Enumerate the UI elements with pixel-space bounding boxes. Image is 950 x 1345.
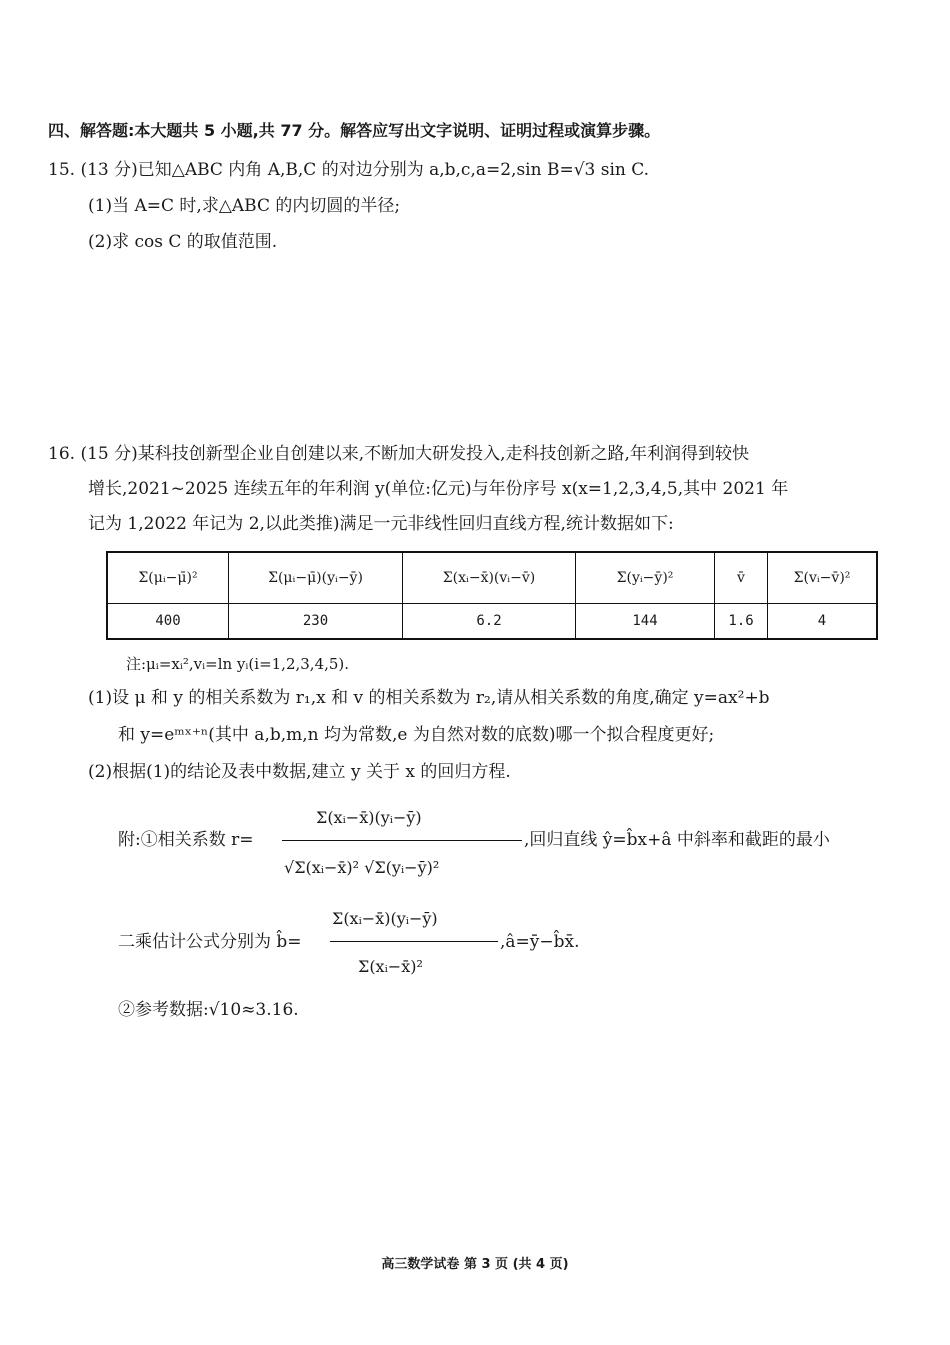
q16-part1-line1: (1)设 μ 和 y 的相关系数为 r₁,x 和 v 的相关系数为 r₂,请从相关系数的角度,确定 y=ax²+b [88,688,770,708]
table-header-cell: Σ(vᵢ−v̄)² [768,552,878,604]
table-header-cell: Σ(xᵢ−x̄)(vᵢ−v̄) [403,552,576,604]
table-cell: 6.2 [403,604,576,640]
section-heading: 四、解答题:本大题共 5 小题,共 77 分。解答应写出文字说明、证明过程或演算步骤。 [48,121,661,140]
appendix-b-prefix: 二乘估计公式分别为 b̂= [118,932,302,952]
table-cell: 1.6 [715,604,768,640]
q15-part2: (2)求 cos C 的取值范围. [88,232,278,252]
slope-numerator: Σ(xᵢ−x̄)(yᵢ−ȳ) [332,909,438,928]
q15-part1: (1)当 A=C 时,求△ABC 的内切圆的半径; [88,196,401,216]
fraction-bar [282,840,522,841]
table-header-cell: Σ(μᵢ−μ̄)² [107,552,229,604]
q16-line1: 16. (15 分)某科技创新型企业自创建以来,不断加大研发投入,走科技创新之路,年利润得到较快 [48,444,749,464]
table-note: 注:μᵢ=xᵢ²,vᵢ=ln yᵢ(i=1,2,3,4,5). [126,655,350,673]
table-cell: 400 [107,604,229,640]
table-cell: 144 [576,604,715,640]
slope-denominator: Σ(xᵢ−x̄)² [358,957,423,976]
page-footer: 高三数学试卷 第 3 页 (共 4 页) [381,1257,569,1272]
appendix-b-suffix: ,â=ȳ−b̂x̄. [500,932,580,952]
appendix-r-suffix: ,回归直线 ŷ=b̂x+â 中斜率和截距的最小 [524,830,830,850]
q16-part2: (2)根据(1)的结论及表中数据,建立 y 关于 x 的回归方程. [88,762,511,782]
table-cell: 230 [229,604,403,640]
table-header-cell: Σ(yᵢ−ȳ)² [576,552,715,604]
table-header-cell: Σ(μᵢ−μ̄)(yᵢ−ȳ) [229,552,403,604]
table-header-cell: v̄ [715,552,768,604]
table-cell: 4 [768,604,878,640]
fraction-bar [330,941,498,942]
table-header-row [107,552,877,604]
q15-stem: 15. (13 分)已知△ABC 内角 A,B,C 的对边分别为 a,b,c,a=2,sin B=√3 sin C. [48,160,650,180]
appendix-reference: ②参考数据:√10≈3.16. [118,1000,299,1020]
table-row [107,604,877,640]
q16-part1-line2: 和 y=eᵐˣ⁺ⁿ(其中 a,b,m,n 均为常数,e 为自然对数的底数)哪一个拟合程度更好; [118,725,715,745]
q16-line3: 记为 1,2022 年记为 2,以此类推)满足一元非线性回归直线方程,统计数据如下: [88,514,674,534]
q16-line2: 增长,2021~2025 连续五年的年利润 y(单位:亿元)与年份序号 x(x=1,2,3,4,5,其中 2021 年 [88,479,789,499]
correlation-numerator: Σ(xᵢ−x̄)(yᵢ−ȳ) [316,808,422,827]
correlation-denominator: √Σ(xᵢ−x̄)² √Σ(yᵢ−ȳ)² [284,858,440,877]
appendix-r-prefix: 附:①相关系数 r= [118,830,254,850]
statistics-table [106,551,878,640]
